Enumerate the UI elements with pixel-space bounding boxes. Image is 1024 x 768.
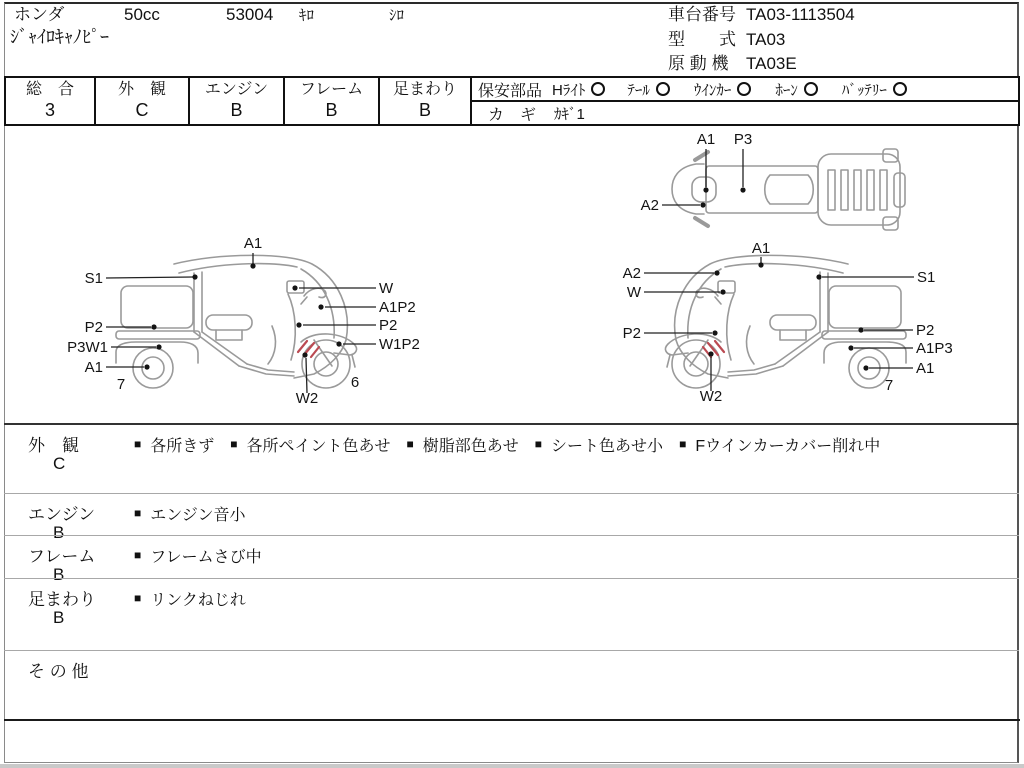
label-w: W bbox=[626, 284, 641, 301]
rating-label: 総 合 bbox=[25, 81, 74, 98]
note-item bbox=[535, 433, 663, 456]
safety-item-name: ﾃｰﾙ bbox=[627, 81, 650, 99]
label-w2: W2 bbox=[295, 390, 319, 407]
note-item bbox=[230, 433, 390, 456]
note-item bbox=[134, 544, 262, 567]
rating-label: 外 観 bbox=[117, 81, 166, 98]
safety-item-name: ﾎｰﾝ bbox=[775, 81, 798, 99]
safety-item-headlight bbox=[552, 79, 605, 100]
bullet-square-icon: ■ bbox=[406, 436, 414, 451]
label-p3w1: P3W1 bbox=[67, 339, 108, 356]
maker-name: ホンダ bbox=[14, 5, 65, 24]
safety-parts-label: 保安部品 bbox=[478, 82, 543, 100]
rating-value: C bbox=[135, 100, 149, 120]
section-label: 外 観 bbox=[28, 436, 79, 455]
note-item bbox=[134, 587, 246, 610]
mileage-value: 53004 bbox=[226, 5, 274, 24]
section-notes bbox=[134, 544, 262, 567]
label-w: W bbox=[379, 280, 394, 297]
note-text: フレームさび中 bbox=[150, 549, 262, 566]
mileage-unit: ｷﾛ bbox=[299, 7, 315, 24]
section-notes bbox=[134, 433, 880, 456]
label-w2: W2 bbox=[699, 388, 723, 405]
pass-circle-icon bbox=[804, 82, 818, 96]
rating-value: 3 bbox=[44, 100, 55, 120]
section-label: エンジン bbox=[28, 505, 96, 524]
label-p2-rear: P2 bbox=[84, 319, 103, 336]
engine-code-value: TA03E bbox=[746, 54, 797, 73]
section-frame bbox=[4, 535, 1019, 584]
label-p2-front: P2 bbox=[622, 325, 641, 342]
bullet-square-icon: ■ bbox=[134, 505, 142, 520]
safety-item-name: Hﾗｲﾄ bbox=[552, 81, 586, 99]
note-text: エンジン音小 bbox=[150, 507, 246, 524]
label-s1: S1 bbox=[84, 270, 103, 287]
rating-label: エンジン bbox=[204, 81, 269, 98]
rating-value: B bbox=[230, 100, 243, 120]
vehicle-damage-diagram bbox=[4, 126, 1019, 423]
pass-circle-icon bbox=[591, 82, 605, 96]
label-p2-rear: P2 bbox=[916, 322, 935, 339]
label-a2: A2 bbox=[622, 265, 641, 282]
label-top-a2: A2 bbox=[640, 197, 659, 214]
safety-item-battery bbox=[842, 79, 907, 100]
bottom-rule bbox=[4, 719, 1020, 721]
rating-cell-exterior bbox=[96, 78, 190, 124]
rating-label: フレーム bbox=[299, 81, 364, 98]
label-a1-roof: A1 bbox=[243, 235, 263, 252]
safety-parts-panel bbox=[472, 78, 1018, 124]
ratings-table bbox=[4, 76, 1020, 126]
bullet-square-icon: ■ bbox=[134, 590, 142, 605]
label-top-a1: A1 bbox=[696, 131, 716, 148]
note-text: リンクねじれ bbox=[150, 592, 246, 609]
section-notes bbox=[134, 502, 245, 525]
bullet-square-icon: ■ bbox=[134, 436, 142, 451]
section-grade: B bbox=[53, 565, 65, 584]
label-a1-wheel: A1 bbox=[84, 359, 103, 376]
label-a1-roof: A1 bbox=[751, 240, 771, 257]
safety-item-name: ｳｲﾝｶｰ bbox=[693, 81, 732, 99]
label-a1p2: A1P2 bbox=[379, 299, 416, 316]
section-grade: C bbox=[53, 454, 66, 473]
note-text: 各所きず bbox=[150, 438, 215, 455]
bullet-square-icon: ■ bbox=[134, 547, 142, 562]
scan-bottom-edge bbox=[0, 764, 1024, 768]
section-label: フレーム bbox=[28, 547, 96, 566]
label-w1p2: W1P2 bbox=[379, 336, 420, 353]
label-p2-front: P2 bbox=[379, 317, 398, 334]
rating-cell-engine bbox=[190, 78, 285, 124]
model-code-label: 型 式 bbox=[668, 30, 736, 49]
bullet-square-icon: ■ bbox=[534, 436, 543, 451]
section-engine bbox=[4, 493, 1019, 542]
note-text: 各所ペイント色あせ bbox=[246, 438, 391, 455]
section-exterior bbox=[4, 423, 1019, 493]
note-item bbox=[407, 433, 519, 456]
key-label: カ ギ bbox=[488, 107, 537, 124]
section-label: そ の 他 bbox=[28, 662, 89, 681]
rating-cell-overall bbox=[6, 78, 96, 124]
rating-cell-frame bbox=[285, 78, 380, 124]
safety-item-tail bbox=[627, 79, 670, 100]
label-a1-wheel: A1 bbox=[916, 360, 935, 377]
model-code-value: TA03 bbox=[746, 30, 786, 49]
label-top-p3: P3 bbox=[733, 131, 753, 148]
section-notes bbox=[134, 587, 246, 610]
note-text: Fウインカーカバー削れ中 bbox=[695, 438, 881, 455]
section-other bbox=[4, 650, 1019, 719]
label-s1: S1 bbox=[917, 269, 936, 286]
bullet-square-icon: ■ bbox=[679, 436, 687, 451]
label-rear-wheel-size: 7 bbox=[116, 376, 126, 393]
safety-item-name: ﾊﾞｯﾃﾘｰ bbox=[841, 81, 887, 99]
note-text: シート色あせ小 bbox=[551, 438, 664, 455]
safety-item-horn bbox=[775, 79, 818, 100]
pass-circle-icon bbox=[737, 82, 751, 96]
pass-circle-icon bbox=[656, 82, 670, 96]
section-grade: B bbox=[53, 523, 65, 542]
right-side-annotations bbox=[67, 235, 420, 407]
label-front-wheel-size: 6 bbox=[350, 374, 360, 391]
label-rear-wheel-size: 7 bbox=[884, 377, 894, 394]
model-name: ｼﾞｬｲﾛｷｬﾉﾋﾟｰ bbox=[10, 27, 109, 47]
key-row bbox=[472, 102, 1018, 125]
safety-parts-row bbox=[472, 78, 1018, 102]
rating-value: B bbox=[325, 100, 338, 120]
bullet-square-icon: ■ bbox=[230, 436, 238, 451]
note-item bbox=[679, 433, 880, 456]
label-a1p3: A1P3 bbox=[916, 340, 953, 357]
section-label: 足まわり bbox=[28, 590, 96, 609]
note-item bbox=[134, 433, 214, 456]
safety-item-winker bbox=[694, 79, 752, 100]
chassis-no-label: 車台番号 bbox=[668, 5, 736, 24]
key-value: ｶｷﾞ1 bbox=[554, 106, 585, 123]
rating-label: 足まわり bbox=[392, 81, 457, 98]
note-text: 樹脂部色あせ bbox=[422, 438, 519, 455]
note-item bbox=[134, 502, 245, 525]
engine-code-label: 原 動 機 bbox=[668, 54, 729, 73]
chassis-no-value: TA03-1113504 bbox=[746, 5, 855, 24]
rating-cell-undercarriage bbox=[380, 78, 472, 124]
pass-circle-icon bbox=[893, 82, 907, 96]
body-color: ｼﾛ bbox=[389, 7, 405, 24]
section-grade: B bbox=[53, 608, 65, 627]
section-undercarriage bbox=[4, 578, 1019, 650]
rating-value: B bbox=[418, 100, 431, 120]
displacement: 50cc bbox=[124, 5, 160, 24]
